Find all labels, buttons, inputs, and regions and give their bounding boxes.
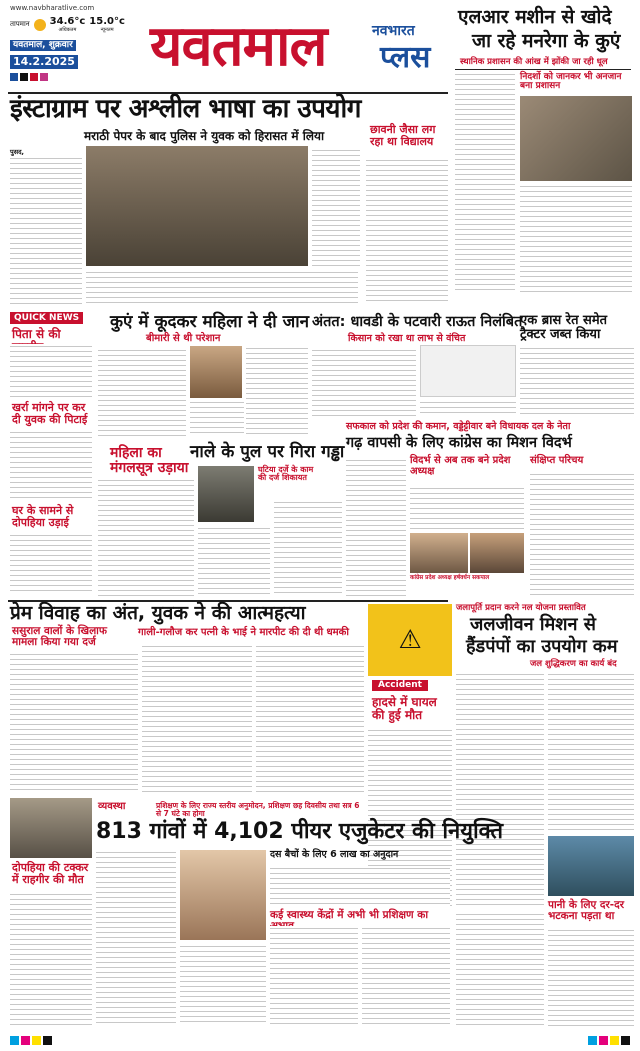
temp-low-label: न्यूनतम [100, 27, 114, 33]
body-text [256, 644, 364, 794]
body-text [520, 346, 634, 416]
story7-headline-2: गढ़ वापसी के लिए कांग्रेस का मिशन विदर्भ [346, 435, 572, 451]
cartoon-illustration [420, 345, 516, 397]
body-text [86, 270, 358, 304]
body-text [312, 148, 360, 266]
body-text [270, 926, 358, 1026]
story11-kicker: व्यवस्था [98, 801, 126, 812]
edition-date: 14.2.2025 [10, 55, 78, 69]
body-text [362, 926, 450, 1026]
leader-photo [470, 533, 524, 573]
body-text [420, 400, 516, 416]
top-right-sub: स्थानिक प्रशासन की आंख में झोंकी जा रही धूल [460, 57, 608, 67]
body-text [548, 672, 634, 832]
body-text [410, 486, 524, 532]
health-worker-photo [180, 850, 266, 940]
water-tank-photo [548, 836, 634, 896]
color-registration-left [10, 1036, 52, 1045]
body-text [455, 72, 515, 292]
body-text [10, 344, 92, 400]
story6-headline: नाले के पुल पर गिरा गड्ढा [190, 442, 345, 462]
youtube-icon [30, 73, 38, 81]
body-text [520, 184, 632, 292]
weather-label: तापमान [10, 20, 30, 28]
temp-high-label: अधिकतम [58, 27, 77, 33]
twitter-icon [20, 73, 28, 81]
story6-sub: घटिया दर्जे के काम की दर्ज शिकायत [258, 465, 314, 483]
story3-headline: अंतत: धावडी के पटवारी राऊत निलंबित [312, 314, 523, 330]
story2-sub: बीमारी से थी परेशान [146, 333, 221, 344]
warning-icon: ⚠ [398, 625, 422, 655]
pothole-photo [198, 466, 254, 522]
quick-item-head: खर्रा मांगने पर कर दी युवक की पिटाई [12, 401, 88, 426]
story9-tag: जल शुद्धिकरण का कार्य बंद [530, 659, 617, 669]
story8-sub: ससुराल वालों के खिलाफ मामला किया गया दर्ज [12, 625, 107, 649]
lead-headline: इंस्टाग्राम पर अश्लील भाषा का उपयोग [10, 94, 361, 124]
story12-headline: पानी के लिए दर-दर भटकना पड़ता था [548, 899, 625, 923]
lead-dateline: पुसद, [10, 148, 25, 156]
body-text [456, 912, 544, 1026]
website-url: www.navbharatlive.com [10, 4, 95, 12]
accident-label: Accident [372, 680, 428, 691]
story7-sub-2: संक्षिप्त परिचय [530, 455, 584, 466]
story7-headline-1: सफकाल को प्रदेश की कमान, वड्डेट्टीवार बने विधायक दल के नेता [346, 421, 571, 432]
quick-item-head: घर के सामने से दोपहिया उड़ाई [12, 504, 74, 529]
top-right-tag: निदर्शो को जानकर भी अनजान बना प्रशासन [520, 72, 622, 92]
temp-low: 15.0°c [89, 16, 125, 27]
sun-icon [34, 19, 46, 31]
story2-headline: कुएं में कूदकर महिला ने दी जान [110, 312, 310, 332]
story11-sub: प्रशिक्षण के लिए राज्य स्तरीय अनुमोदन, प्रशिक्षण छह दिवसीय तथा सत्र 6 से 7 घंटे का होगा [156, 801, 360, 818]
body-text [312, 348, 416, 416]
portrait-photo [190, 346, 242, 398]
temp-high: 34.6°c [49, 16, 86, 27]
body-text [10, 652, 138, 794]
body-text [142, 644, 252, 794]
story9-headline-1: जलजीवन मिशन से [470, 614, 596, 635]
leader-photo [410, 533, 468, 573]
body-text [10, 892, 92, 1027]
body-text [270, 866, 450, 908]
instagram-icon [40, 73, 48, 81]
body-text [98, 348, 186, 436]
story5-headline: महिला का मंगलसूत्र उड़ाया [110, 445, 189, 476]
story9-headline-2: हैंडपंपों का उपयोग कम [466, 636, 618, 657]
crowd-photo [86, 146, 308, 266]
story3-sub: किसान को रखा था लाभ से वंचित [348, 333, 466, 344]
body-text [180, 944, 266, 1026]
lead-subheadline: मराठी पेपर के बाद पुलिस ने युवक को हिरासत में लिया [84, 129, 325, 143]
color-registration-right [588, 1036, 630, 1045]
top-right-headline-2: जा रहे मनरेगा के कुएं [472, 30, 621, 52]
body-text [346, 458, 406, 596]
divider [455, 69, 631, 70]
masthead: यवतमाल [150, 14, 327, 79]
body-text [10, 533, 92, 595]
brand-bottom: प्लस [380, 40, 431, 75]
body-text [96, 850, 176, 1026]
facebook-icon [10, 73, 18, 81]
story11-headline: 813 गांवों में 4,102 पीयर एजुकेटर की नियुक्ति [96, 819, 504, 844]
body-text [10, 430, 92, 502]
body-text [274, 500, 342, 596]
city-day: यवतमाल, शुक्रवार [10, 40, 76, 51]
accident-graphic [368, 604, 452, 676]
brand-top: नवभारत [372, 23, 415, 39]
social-icons [10, 73, 48, 81]
story11-side: कई स्वास्थ्य केंद्रों में अभी भी प्रशिक्षण का [270, 909, 429, 921]
quick-news-label: QUICK NEWS [10, 312, 83, 324]
body-text [548, 928, 634, 1026]
story7-sub-1: विदर्भ से अब तक बने प्रदेश अध्यक्ष [410, 455, 511, 477]
body-text [98, 478, 194, 596]
body-text [530, 472, 634, 596]
accident-photo [10, 798, 92, 858]
lead-side-head: छावनी जैसा लग रहा था विद्यालय [370, 123, 436, 148]
top-right-headline-1: एलआर मशीन से खोदे [458, 6, 612, 28]
story11-sub-2: दस बैचों के लिए 6 लाख का अनुदान [270, 849, 399, 860]
quick-item-head: दोपहिया की टक्कर में राहगीर की मौत [12, 861, 89, 886]
story10-headline: हादसे में घायल की हुई मौत [372, 695, 437, 722]
body-text [456, 672, 544, 908]
weather-strip [10, 16, 125, 33]
story7-caption: कांग्रेस प्रदेश अध्यक्ष हर्षवर्धन सकपाल [410, 575, 490, 581]
body-text [190, 400, 244, 436]
body-text [366, 158, 448, 304]
story9-sub: जलापूर्ति प्रदान करने नल योजना प्रस्तावित [456, 603, 586, 613]
story8-headline: प्रेम विवाह का अंत, युवक ने की आत्महत्या [10, 602, 306, 624]
quick-item-head: पिता से की [12, 327, 61, 341]
body-text [10, 156, 82, 304]
excavator-photo [520, 96, 632, 181]
story8-side-head: गाली-गलौज कर पत्नी के भाई ने मारपीट की दी थी धमकी [138, 627, 349, 638]
body-text [198, 526, 270, 596]
body-text [246, 346, 308, 436]
story4-headline: एक ब्रास रेत समेत ट्रैक्टर जब्त किया [520, 313, 608, 342]
